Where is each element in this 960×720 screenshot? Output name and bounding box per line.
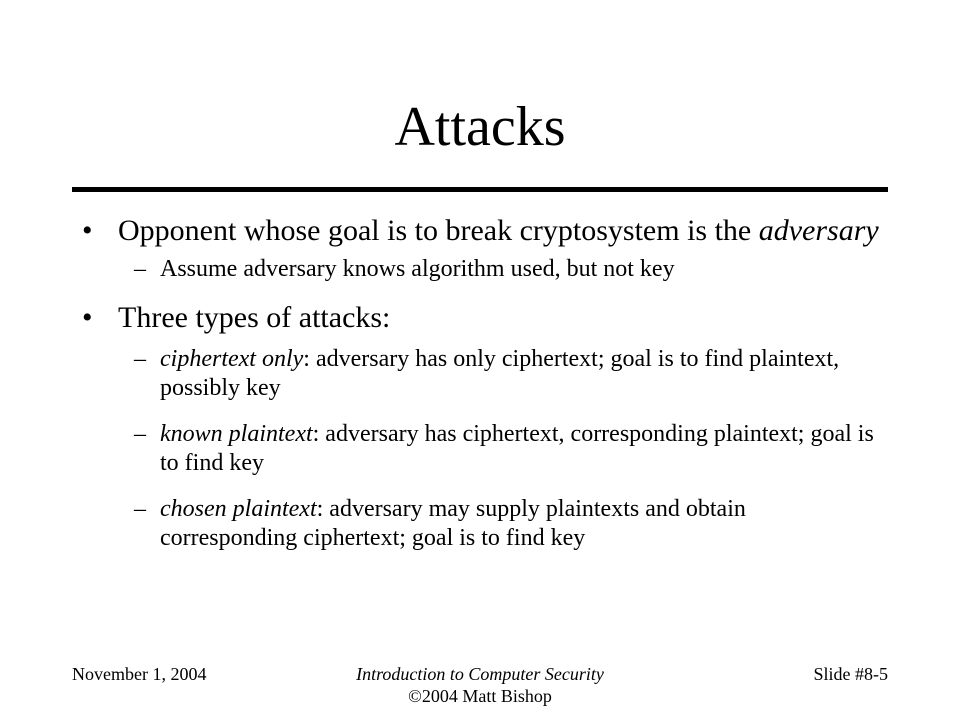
sub-known-plaintext	[82, 420, 882, 478]
footer-course	[280, 663, 680, 685]
sub-ciphertext-only	[82, 345, 882, 403]
bullet-text: Three types of attacks:	[118, 301, 391, 334]
sub-text: : adversary has ciphertext, corresponding plaintext; goal is to find key	[160, 421, 874, 476]
footer-date: November 1, 2004	[72, 664, 207, 684]
sub-text: : adversary has only ciphertext; goal is to find plaintext, possibly key	[160, 346, 840, 401]
footer-copyright: ©2004 Matt Bishop	[408, 686, 552, 706]
bullet-marker: •	[82, 301, 93, 334]
bullet-attack-types	[82, 300, 882, 336]
sub-assume	[82, 255, 882, 284]
sub-marker: –	[134, 346, 146, 372]
title-rule	[72, 187, 888, 192]
bullet-emphasis: adversary	[758, 214, 879, 247]
bullet-text: Opponent whose goal is to break cryptosystem is the	[118, 214, 759, 247]
sub-text: Assume adversary knows algorithm used, but not key	[160, 256, 675, 282]
footer-center	[280, 663, 680, 707]
sub-text: : adversary may supply plaintexts and obtain corresponding ciphertext; goal is to find key	[160, 496, 746, 551]
slide-content	[82, 213, 882, 553]
sub-chosen-plaintext	[82, 495, 882, 553]
sub-emphasis: ciphertext only	[160, 346, 304, 372]
bullet-marker: •	[82, 214, 93, 247]
slide-title: Attacks	[394, 96, 566, 158]
footer-course-text: Introduction to Computer Security	[356, 664, 604, 684]
sub-marker: –	[134, 421, 146, 447]
footer-slide-number: Slide #8-5	[813, 664, 888, 684]
sub-emphasis: known plaintext	[160, 421, 313, 447]
sub-marker: –	[134, 256, 146, 282]
bullet-adversary	[82, 213, 882, 249]
sub-marker: –	[134, 496, 146, 522]
sub-emphasis: chosen plaintext	[160, 496, 317, 522]
